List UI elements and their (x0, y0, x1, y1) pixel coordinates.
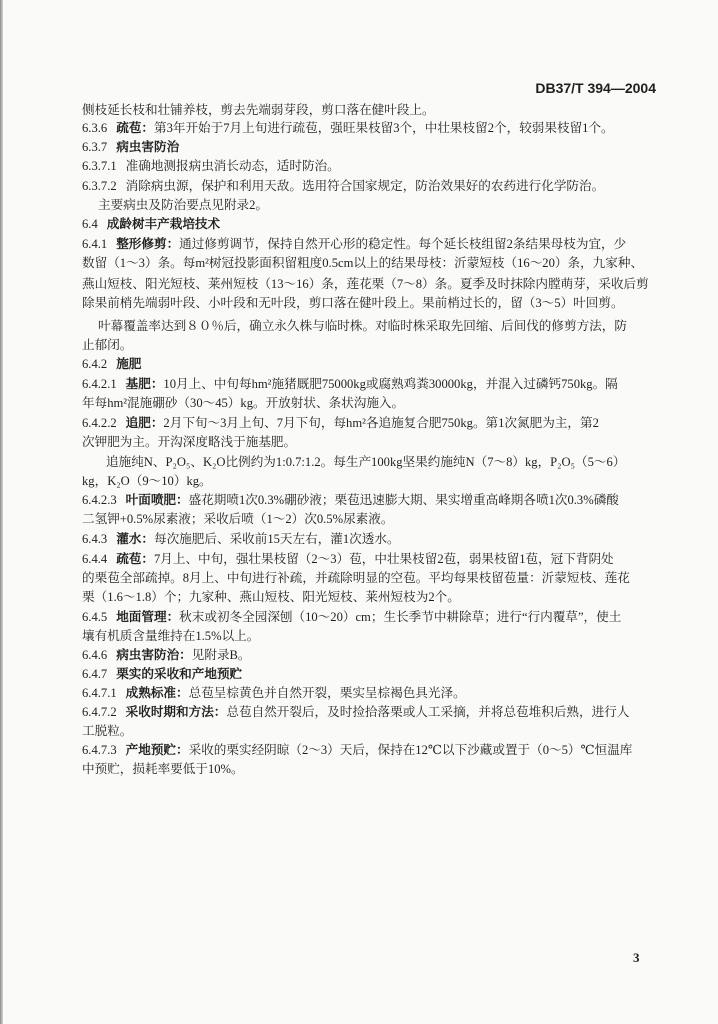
clause-text: 主要病虫及防治要点见附录2。 (98, 198, 269, 212)
paragraph-nutrient-ratio (106, 453, 625, 471)
paragraph-nutrient-ratio-continued (82, 472, 212, 490)
clause-6-4-3 (82, 530, 400, 548)
clause-6-4-1 (82, 235, 626, 253)
clause-6-4-2-2-continued (82, 433, 296, 451)
clause-text: 总苞呈棕黄色并自然开裂，栗实呈棕褐色具光泽。 (188, 686, 466, 700)
clause-number: 6.4.1 (82, 237, 108, 251)
clause-number: 6.4.2.2 (82, 416, 117, 430)
clause-text: 燕山短枝、阳光短枝、莱州短枝（13～16）条，莲花栗（7～8）条。夏季及时抹除内膛萌芽，采收后剪 (82, 277, 649, 291)
clause-text: 7月上、中旬，强壮果枝留（2～3）苞，中壮果枝留2苞，弱果枝留1苞，冠下背阴处 (153, 552, 614, 566)
clause-number: 6.4.7.3 (82, 743, 117, 757)
clause-number: 6.4.7.2 (82, 705, 117, 719)
clause-6-4-7-3 (82, 741, 632, 759)
clause-text: 止郁闭。 (82, 338, 133, 352)
scan-edge-shadow (0, 0, 3, 1024)
clause-text: 2月下旬～3月上旬、7月下旬，每hm²各追施复合肥750kg。第1次氮肥为主，第2 (163, 416, 599, 430)
clause-term: 追肥： (125, 415, 164, 430)
clause-text: 第3年开始于7月上旬进行疏苞，强旺果枝留3个，中壮果枝留2个，较弱果枝留1个。 (153, 121, 614, 135)
section-title: 成龄树丰产栽培技术 (106, 216, 221, 231)
section-heading-6-4 (82, 215, 220, 233)
clause-text: 次钾肥为主。开沟深度略浅于施基肥。 (82, 435, 297, 449)
clause-text: 叶幕覆盖率达到８０％后，确立永久株与临时株。对临时株采取先回缩、后间伐的修剪方法，防 (98, 319, 627, 333)
section-heading-6-3-7 (82, 138, 179, 156)
clause-number: 6.3.7 (82, 140, 108, 154)
clause-6-4-2-3 (82, 491, 619, 509)
section-title: 栗实的采收和产地预贮 (116, 666, 243, 681)
clause-text: 通过修剪调节，保持自然开心形的稳定性。每个延长枝组留2条结果母枝为宜，少 (179, 237, 627, 251)
clause-6-4-2-1 (82, 375, 618, 393)
clause-6-4-1-continued (82, 275, 649, 293)
clause-6-4-1-continued (82, 254, 643, 272)
clause-term: 成熟标准： (125, 685, 189, 700)
clause-number: 6.3.7.2 (82, 179, 117, 193)
note-line-pest-appendix (98, 196, 268, 214)
clause-text: kg，K₂O（9～10）kg。 (82, 474, 212, 488)
paragraph-canopy-coverage-continued (82, 336, 132, 354)
clause-text: 壤有机质含量维持在1.5%以上。 (82, 629, 260, 643)
clause-term: 地面管理： (116, 609, 180, 624)
clause-term: 病虫害防治： (116, 647, 192, 662)
clause-term: 疏苞： (116, 551, 154, 566)
clause-text: 的栗苞全部疏掉。8月上、中旬进行补疏，并疏除明显的空苞。平均每果枝留苞量：沂蒙短枝、莲花 (82, 571, 630, 585)
clause-number: 6.3.6 (82, 121, 108, 135)
clause-6-4-4 (82, 550, 614, 568)
clause-text: 年每hm²混施硼砂（30～45）kg。开放射状、条状沟施入。 (82, 396, 405, 410)
clause-text: 侧枝延长枝和壮铺养枝，剪去先端弱芽段，剪口落在健叶段上。 (82, 103, 435, 117)
section-title: 施肥 (116, 356, 142, 371)
clause-text: 10月上、中旬每hm²施猪厩肥75000kg或腐熟鸡粪30000kg，并混入过磷钙750kg。隔 (163, 377, 618, 391)
continued-text-line (82, 101, 435, 119)
clause-text: 中预贮，损耗率要低于10%。 (82, 762, 244, 776)
clause-text: 二氢钾+0.5%尿素液；采收后喷（1～2）次0.5%尿素液。 (82, 512, 394, 526)
clause-6-4-2-3-continued (82, 510, 393, 528)
clause-text: 见附录B。 (191, 648, 251, 662)
clause-6-4-7-2 (82, 703, 629, 721)
clause-text: 追施纯N、P₂O₅、K₂O比例约为1:0.7:1.2。每生产100kg坚果约施纯N（7～8）kg，P₂O₅（5～6） (106, 455, 626, 469)
clause-6-3-6 (82, 119, 614, 137)
clause-number: 6.4.2.1 (82, 377, 117, 391)
clause-term: 叶面喷肥： (125, 492, 189, 507)
section-heading-6-4-7 (82, 665, 242, 683)
clause-number: 6.4.4 (82, 552, 108, 566)
clause-number: 6.4.3 (82, 532, 108, 546)
clause-term: 采收时期和方法： (125, 704, 227, 719)
clause-text: 除果前梢先端弱叶段、小叶段和无叶段，剪口落在健叶段上。果前梢过长的，留（3～5）叶回剪。 (82, 296, 624, 310)
clause-text: 工脱粒。 (82, 724, 133, 738)
clause-text: 秋末或初冬全园深刨（10～20）cm；生长季节中耕除草；进行“行内覆草”，使土 (179, 610, 622, 624)
clause-6-4-7-3-continued (82, 760, 244, 778)
clause-term: 产地预贮： (125, 742, 189, 757)
clause-number: 6.4.7 (82, 667, 108, 681)
clause-6-3-7-1 (82, 157, 340, 175)
paragraph-canopy-coverage (98, 317, 627, 335)
clause-6-4-1-continued (82, 294, 624, 312)
clause-6-3-7-2 (82, 177, 604, 195)
section-heading-6-4-2 (82, 355, 141, 373)
clause-text: 数留（1～3）条。每m²树冠投影面积留粗度0.5cm以上的结果母枝：沂蒙短枝（16～20）条，九家种、 (82, 256, 644, 270)
clause-term: 基肥： (125, 376, 164, 391)
clause-6-4-6 (82, 646, 251, 664)
clause-text: 消除病虫源，保护和利用天敌。选用符合国家规定，防治效果好的农药进行化学防治。 (125, 179, 605, 193)
clause-6-4-4-continued (82, 569, 630, 587)
page-number: 3 (633, 950, 640, 965)
clause-term: 整形修剪： (116, 236, 180, 251)
clause-6-4-2-1-continued (82, 394, 404, 412)
clause-number: 6.4.5 (82, 610, 108, 624)
clause-term: 疏苞： (116, 120, 154, 135)
clause-6-4-5-continued (82, 627, 259, 645)
clause-6-4-7-1 (82, 684, 466, 702)
document-code-header: DB37/T 394—2004 (535, 80, 656, 96)
clause-6-4-7-2-continued (82, 722, 132, 740)
clause-number: 6.4.7.1 (82, 686, 117, 700)
clause-text: 准确地测报病虫消长动态，适时防治。 (125, 159, 340, 173)
clause-number: 6.4.6 (82, 648, 108, 662)
clause-number: 6.4.2 (82, 357, 108, 371)
clause-6-4-5 (82, 608, 621, 626)
clause-text: 每次施肥后、采收前15天左右，灌1次透水。 (153, 532, 400, 546)
clause-term: 灌水： (116, 531, 154, 546)
clause-number: 6.4 (82, 217, 98, 231)
clause-text: 盛花期喷1次0.3%硼砂液；栗苞迅速膨大期、果实增重高峰期各喷1次0.3%磷酸 (188, 493, 619, 507)
clause-number: 6.3.7.1 (82, 159, 117, 173)
clause-text: 采收的栗实经阴晾（2～3）天后，保持在12℃以下沙藏或置于（0～5）℃恒温库 (188, 743, 633, 757)
clause-text: 总苞自然开裂后，及时捡拾落栗或人工采摘，并将总苞堆积后熟，进行人 (226, 705, 630, 719)
clause-number: 6.4.2.3 (82, 493, 117, 507)
section-title: 病虫害防治 (116, 139, 180, 154)
clause-text: 栗（1.6～1.8）个；九家种、燕山短枝、阳光短枝、莱州短枝为2个。 (82, 590, 460, 604)
clause-6-4-2-2 (82, 414, 599, 432)
clause-6-4-4-continued (82, 588, 460, 606)
